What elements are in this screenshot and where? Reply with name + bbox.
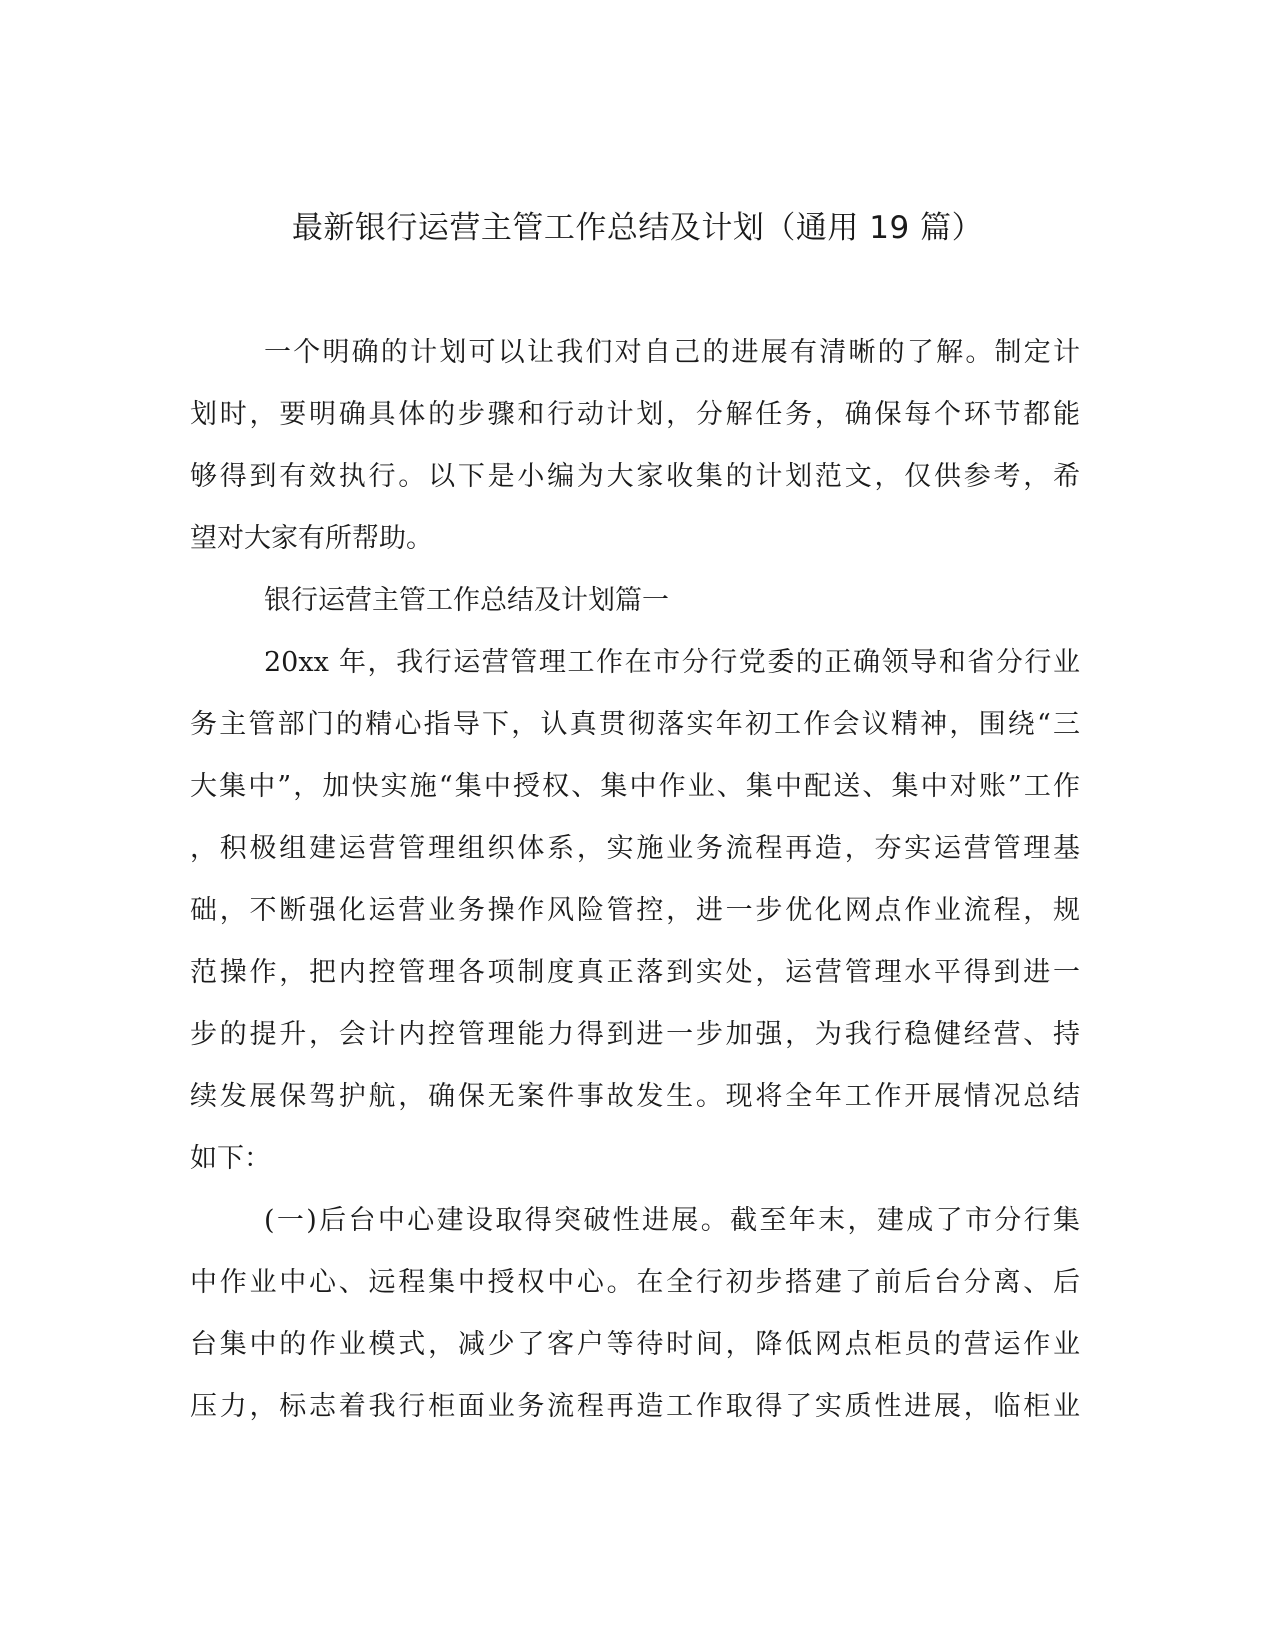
summary-line: 如下： (190, 1143, 271, 1174)
summary-line: 范操作，把内控管理各项制度真正落到实处，运营管理水平得到进一 (190, 957, 1080, 988)
intro-paragraph (190, 322, 1080, 570)
backoffice-line: (一)后台中心建设取得突破性进展。截至年末，建成了市分行集 (264, 1205, 1080, 1236)
intro-line: 望对大家有所帮助。 (190, 523, 433, 554)
intro-line: 划时，要明确具体的步骤和行动计划，分解任务，确保每个环节都能 (190, 399, 1080, 430)
document-body (190, 322, 1080, 1438)
summary-line: 务主管部门的精心指导下，认真贯彻落实年初工作会议精神，围绕“三 (190, 709, 1080, 740)
backoffice-line: 台集中的作业模式，减少了客户等待时间，降低网点柜员的营运作业 (190, 1329, 1080, 1360)
summary-line: 步的提升，会计内控管理能力得到进一步加强，为我行稳健经营、持 (190, 1019, 1080, 1050)
section-heading: 银行运营主管工作总结及计划篇一 (264, 585, 669, 616)
summary-line: 大集中”，加快实施“集中授权、集中作业、集中配送、集中对账”工作 (190, 771, 1080, 802)
summary-line: 续发展保驾护航，确保无案件事故发生。现将全年工作开展情况总结 (190, 1081, 1080, 1112)
intro-line: 一个明确的计划可以让我们对自己的进展有清晰的了解。制定计 (264, 337, 1080, 368)
backoffice-line: 压力，标志着我行柜面业务流程再造工作取得了实质性进展，临柜业 (190, 1391, 1080, 1422)
backoffice-line: 中作业中心、远程集中授权中心。在全行初步搭建了前后台分离、后 (190, 1267, 1080, 1298)
summary-line: 础，不断强化运营业务操作风险管控，进一步优化网点作业流程，规 (190, 895, 1080, 926)
document-title: 最新银行运营主管工作总结及计划（通用 19 篇） (291, 210, 984, 246)
summary-line: ，积极组建运营管理组织体系，实施业务流程再造，夯实运营管理基 (190, 833, 1080, 864)
backoffice-paragraph (190, 1190, 1080, 1438)
summary-paragraph (190, 632, 1080, 1190)
summary-line: 20xx 年，我行运营管理工作在市分行党委的正确领导和省分行业 (264, 647, 1080, 678)
intro-line: 够得到有效执行。以下是小编为大家收集的计划范文，仅供参考，希 (190, 461, 1080, 492)
